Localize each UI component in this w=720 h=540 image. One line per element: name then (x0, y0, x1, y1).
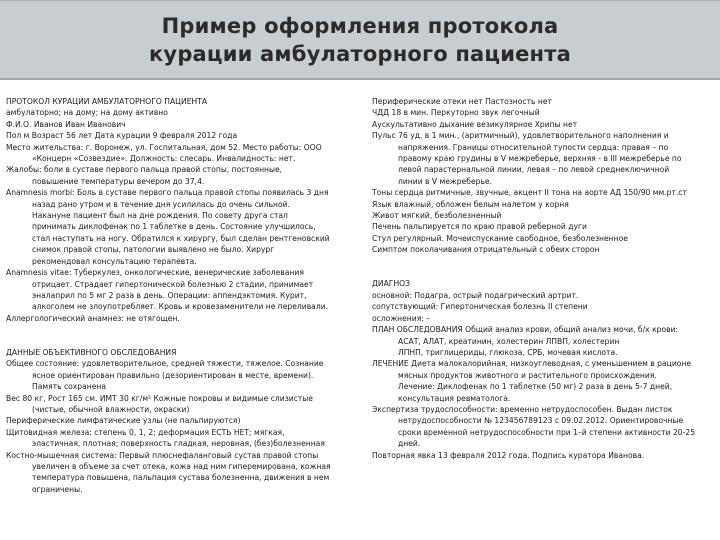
right-text-line: левой парастернальной линии, левая – по левой среднеключичной (398, 165, 670, 175)
left-text-line: стал наступать на ногу. Обратился к хирургу, был сделан рентгеновский (32, 233, 330, 243)
right-text-line: сопутствующий: Гипертоническая болезнь II степени (372, 302, 588, 312)
left-text-line: назад рано утром и в течение дня усилилась до очень сильной. (32, 199, 291, 209)
right-text-line: основной: Подагра, острый подагрический артрит. (372, 290, 579, 300)
left-text-line: Ф.И.О. Иванов Иван Иванович (6, 119, 126, 129)
right-text-line: осложнения: – (372, 313, 431, 323)
left-text-line: ясное ориентирован правильно (дезориентирован в месте, времени). (32, 370, 314, 380)
right-text-line: напряжения. Границы относительной тупости сердца: правая – по (398, 142, 669, 152)
left-text-line: Место жительства: г. Воронеж, ул. Госпитальная, дом 52. Место работы: ООО (6, 142, 322, 152)
right-text-line: Пульс 76 уд. в 1 мин., (аритмичный), удовлетворительного наполнения и (372, 131, 669, 141)
left-text-line: «Концерн «Созвездие». Должность: слесарь. Инвалидность: нет. (32, 154, 296, 164)
left-text-line: ограничены. (32, 484, 83, 494)
right-text-line: Стул регулярный. Мочеиспускание свободное, безболезненное (372, 233, 628, 243)
right-text-line: консультация ревматолога. (398, 393, 511, 403)
left-text-line: эналаприл по 5 мг 2 раза в день. Операции: аппендэктомия. Курит, (32, 290, 307, 300)
left-text-line: Костно-мышечная система: Первый плюснефаланговый сустав правой стопы (6, 450, 319, 460)
right-text-line: Симптом поколачивания отрицательный с обеих сторон (372, 245, 600, 255)
left-text-line: Anamnesis vitae: Туберкулез, онкологические, венерические заболевания (6, 268, 304, 278)
left-text-line (6, 336, 358, 347)
left-text-line: амбулаторно; на дому; на дому активно (6, 108, 168, 118)
left-text-line: снимок правой стопы, патологии выявлено не было. Хирург (32, 245, 275, 255)
slide-title-line-2: курации амбулаторного пациента (148, 41, 572, 66)
right-text-line: ДИАГНОЗ (372, 279, 410, 289)
right-text-line: правому краю грудины в V межреберье, верхняя - в III межреберье по (398, 154, 682, 164)
left-text-line: Anamnesis morbi: Боль в суставе первого пальца правой стопы появилась 3 дня (6, 188, 329, 198)
right-text-line: АСАТ, АЛАТ, креатинин, холестерин ЛПВП, холестерин (398, 336, 620, 346)
right-text-line (372, 256, 716, 267)
right-text-line: Лечение: Диклофенак по 1 таблетке (50 мг) 2 раза в день 5-7 дней, (398, 382, 673, 392)
right-text-line: ЛПНП, триглицериды, глюкоза, СРБ, мочевая кислота. (398, 347, 618, 357)
left-text-line: увеличен в объеме за счет отека, кожа над ним гиперемирована, кожная (32, 461, 331, 471)
left-text-line: Периферические лимфатические узлы (не пальпируются) (6, 416, 241, 426)
left-text-line: отрицает. Страдает гипертонической болезнью 2 стадии, принимает (32, 279, 314, 289)
left-text-line: Накануне пациент был на дне рождения. По совету друга стал (32, 211, 288, 221)
left-text-line: ДАННЫЕ ОБЪЕКТИВНОГО ОБСЛЕДОВАНИЯ (6, 347, 177, 357)
left-text-line: Вес 80 кг, Рост 165 см. ИМТ 30 кг/м² Кожные покровы и видимые слизистые (6, 393, 313, 403)
left-text-line: рекомендовал консультацию терапевта. (32, 256, 197, 266)
left-text-line: алкоголем не злоупотребляет. Кровь и кровезаменители не переливали. (32, 302, 329, 312)
left-text-line: принимать диклофенак по 1 таблетке в день. Состояние улучшилось, (32, 222, 316, 232)
left-text-line: (чистые, обычной влажности, окраски) (32, 404, 190, 414)
left-column (6, 96, 358, 495)
left-text-line: повышение температуры вечером до 37,4. (32, 176, 205, 186)
left-text-line: температура повышена, пальпация сустава болезненна, движения в нем (32, 473, 330, 483)
right-text-line: Печень пальпируется по краю правой реберной дуги (372, 222, 587, 232)
right-text-line: нетрудоспособности № 123456789123 с 09.02.2012. Ориентировочные (398, 416, 684, 426)
left-text-line: Пол м Возраст 56 лет Дата курации 9 февраля 2012 года (6, 131, 238, 141)
right-text-line: Тоны сердца ритмичные, звучные, акцент II тона на аорте АД 150/90 мм.рт.ст (372, 188, 687, 198)
left-text-line: ПРОТОКОЛ КУРАЦИИ АМБУЛАТОРНОГО ПАЦИЕНТА (6, 97, 208, 106)
right-text-line: Аускультативно дыхание везикулярное Хрипы нет (372, 119, 578, 129)
right-text-line: ЛЕЧЕНИЕ Диета малокалорийная, низкоуглеводная, с уменьшением в рационе (372, 359, 692, 369)
right-text-line: Повторная явка 13 февраля 2012 года. Подпись куратора Иванова. (372, 450, 645, 460)
right-text-line: Язык влажный, обложен белым налетом у корня (372, 199, 569, 209)
left-text-line: Щитовидная железа: степень 0, 1, 2; деформация ЕСТЬ НЕТ; мягкая, (6, 427, 285, 437)
right-text-line (372, 267, 716, 278)
right-text-line: Живот мягкий, безболезненный (372, 211, 502, 221)
slide-title-box (0, 0, 720, 80)
left-text-line: Общее состояние: удовлетворительное, средней тяжести, тяжелое. Сознание (6, 359, 324, 369)
right-text-line: ЧДД 18 в мин. Перкуторно звук легочный (372, 108, 540, 118)
right-text-line: ПЛАН ОБСЛЕДОВАНИЯ Общий анализ крови, общий анализ мочи, б/х крови: (372, 325, 679, 335)
left-text-line: Жалобы: боли в суставе первого пальца правой стопы, постоянные, (6, 165, 283, 175)
left-text-line: Аллергологический анамнез: не отягощен. (6, 313, 180, 323)
right-text-line: Экспертиза трудоспособности: временно нетрудоспособен. Выдан листок (372, 404, 673, 414)
left-text-line (6, 324, 358, 335)
left-text-line: эластичная, плотная; поверхность гладкая, неровная, (без)болезненная (32, 439, 325, 449)
right-text-line: сроки временной нетрудоспособности при 1–й степени активности 20-25 (398, 427, 696, 437)
right-text-line: линии в V межреберье. (398, 176, 493, 186)
right-column (372, 96, 716, 461)
right-text-line: дней. (398, 439, 421, 449)
left-text-line: Память сохранена (32, 382, 107, 392)
right-text-line: Периферические отеки нет Пастозность нет (372, 97, 552, 106)
slide-title-line-1: Пример оформления протокола (161, 13, 559, 38)
right-text-line: мясных продуктов животного и растительного происхождения. (398, 370, 657, 380)
